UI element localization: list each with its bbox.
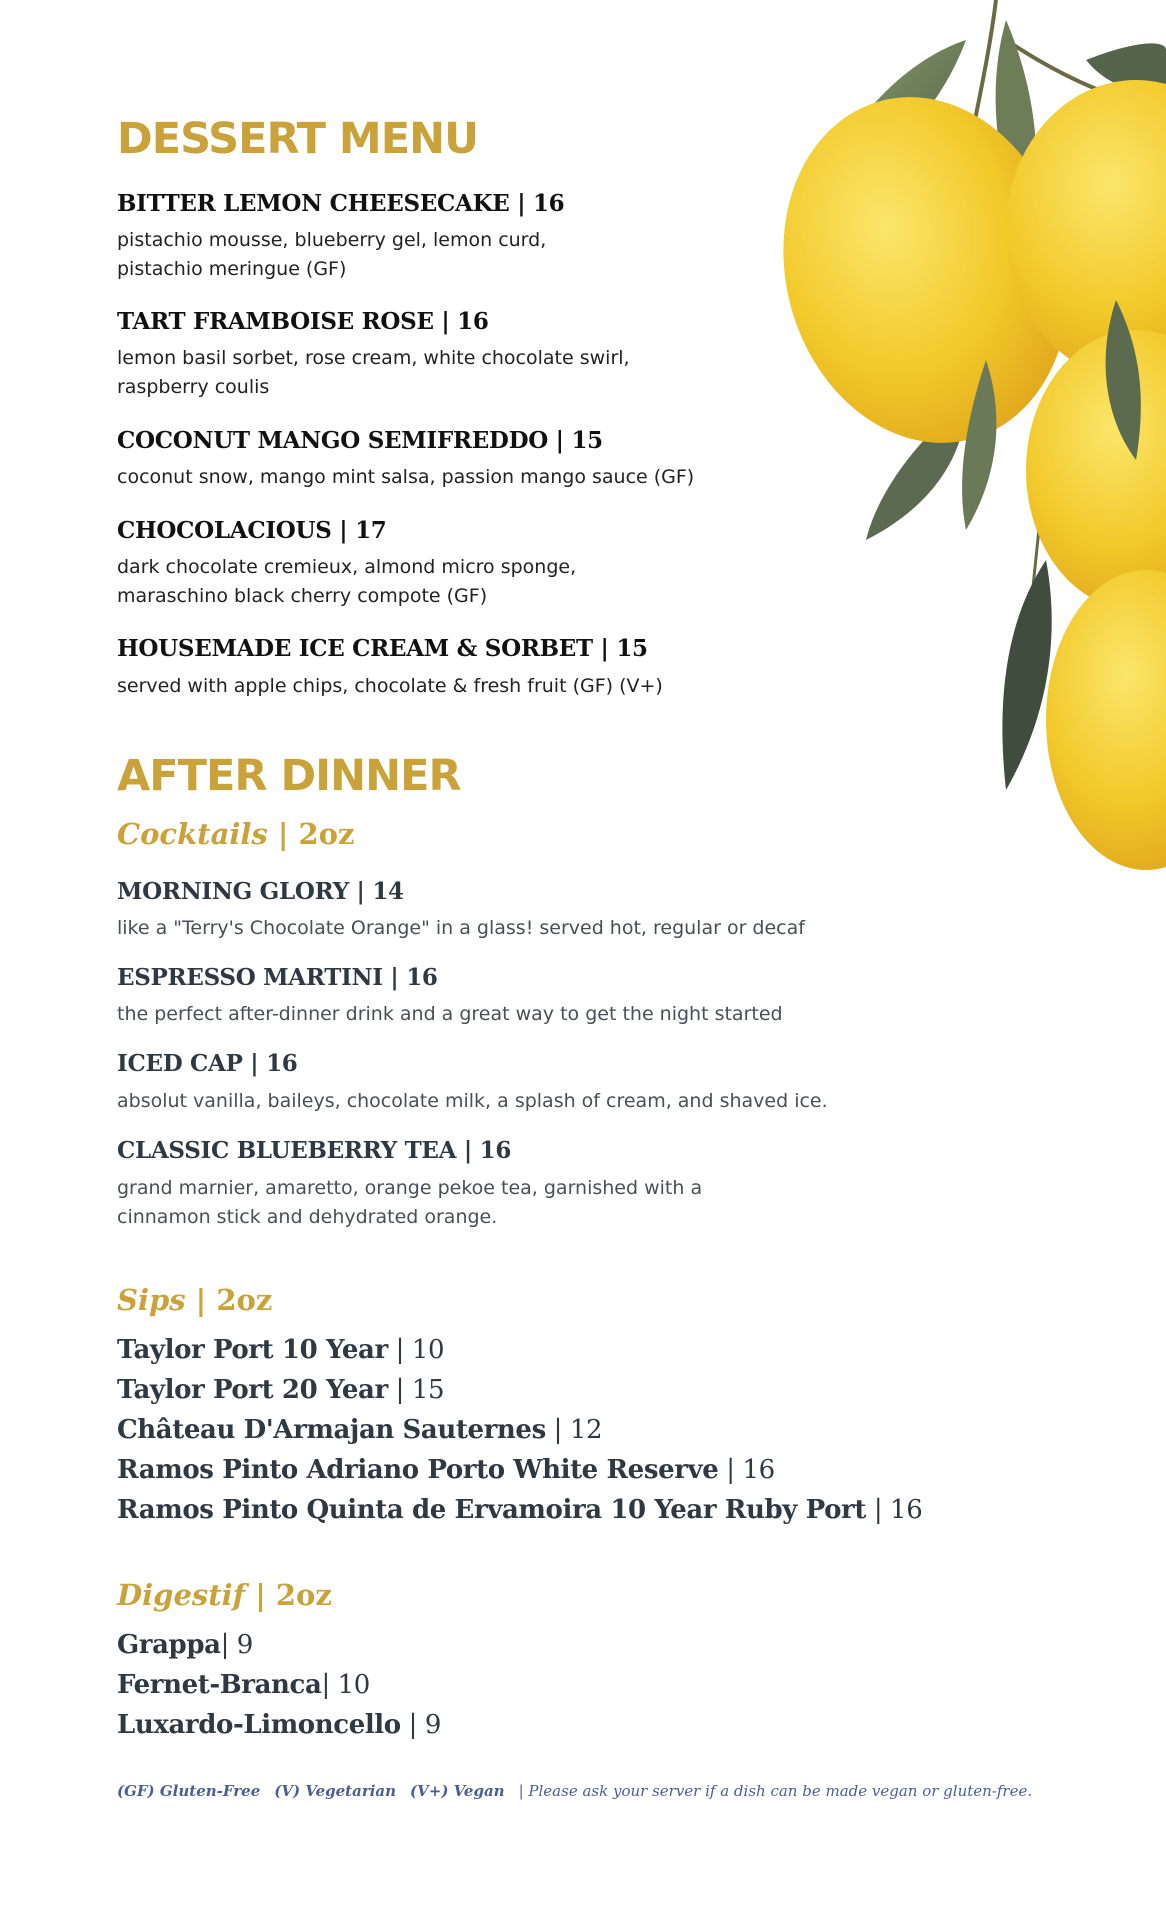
sip-name: Taylor Port 20 Year	[117, 1375, 388, 1405]
desc-line: like a "Terry's Chocolate Orange" in a glass! served hot, regular or decaf	[117, 917, 805, 939]
desc-line: pistachio meringue (GF)	[117, 258, 347, 280]
sip-price: | 16	[718, 1455, 775, 1485]
legend-vegan: (V+) Vegan	[410, 1782, 505, 1800]
sip-name: Ramos Pinto Quinta de Ervamoira 10 Year Ruby Port	[117, 1495, 866, 1525]
cocktail-item-desc	[117, 1174, 702, 1232]
cocktail-item-title: MORNING GLORY | 14	[117, 878, 404, 905]
dessert-item-desc	[117, 553, 576, 611]
desc-line: pistachio mousse, blueberry gel, lemon curd,	[117, 229, 547, 251]
sip-name: Ramos Pinto Adriano Porto White Reserve	[117, 1455, 719, 1485]
sip-name: Taylor Port 10 Year	[117, 1335, 388, 1365]
sip-price: | 12	[545, 1415, 603, 1445]
dessert-item-desc	[117, 463, 694, 492]
sip-price: | 15	[387, 1375, 445, 1405]
cocktail-item-title: ICED CAP | 16	[117, 1050, 298, 1077]
legend-note: | Please ask your server if a dish can be made vegan or gluten-free.	[518, 1782, 1033, 1800]
sip-item	[117, 1455, 775, 1485]
digestif-name: Grappa	[117, 1630, 221, 1660]
digestif-name: Fernet-Branca	[117, 1670, 322, 1700]
desc-line: dark chocolate cremieux, almond micro sponge,	[117, 556, 577, 578]
dessert-item-title: HOUSEMADE ICE CREAM & SORBET | 15	[117, 635, 648, 662]
desc-line: cinnamon stick and dehydrated orange.	[117, 1206, 498, 1228]
cocktails-size: | 2oz	[267, 817, 355, 851]
desc-line: absolut vanilla, baileys, chocolate milk, a splash of cream, and shaved ice.	[117, 1090, 828, 1112]
legend-v: (V) Vegetarian	[274, 1782, 397, 1800]
dessert-item-desc	[117, 226, 546, 284]
desc-line: coconut snow, mango mint salsa, passion mango sauce (GF)	[117, 466, 695, 488]
cocktails-label: Cocktails	[117, 817, 268, 851]
dietary-legend	[117, 1782, 1032, 1800]
cocktail-item-desc	[117, 914, 805, 943]
sip-item	[117, 1495, 922, 1525]
sip-price: | 16	[865, 1495, 923, 1525]
sip-name: Château D'Armajan Sauternes	[117, 1415, 546, 1445]
cocktail-item-title: ESPRESSO MARTINI | 16	[117, 964, 438, 991]
sip-item	[117, 1375, 444, 1405]
dessert-item-title: BITTER LEMON CHEESECAKE | 16	[117, 190, 565, 217]
digestif-price: | 10	[321, 1670, 370, 1700]
dessert-item-title: COCONUT MANGO SEMIFREDDO | 15	[117, 427, 603, 454]
desc-line: served with apple chips, chocolate & fresh fruit (GF) (V+)	[117, 675, 663, 697]
desc-line: grand marnier, amaretto, orange pekoe tea, garnished with a	[117, 1177, 703, 1199]
sip-item	[117, 1335, 444, 1365]
desc-line: the perfect after-dinner drink and a great way to get the night started	[117, 1003, 783, 1025]
lemon-branch-illustration	[666, 0, 1166, 880]
sips-subheading	[117, 1283, 272, 1317]
digestif-size: | 2oz	[245, 1578, 332, 1612]
cocktail-item-title: CLASSIC BLUEBERRY TEA | 16	[117, 1137, 512, 1164]
dessert-item-desc	[117, 672, 663, 701]
cocktails-subheading	[117, 817, 354, 851]
desc-line: maraschino black cherry compote (GF)	[117, 585, 488, 607]
dessert-item-desc	[117, 344, 630, 402]
desc-line: lemon basil sorbet, rose cream, white chocolate swirl,	[117, 347, 630, 369]
digestif-label: Digestif	[117, 1578, 246, 1612]
digestif-item	[117, 1630, 253, 1660]
legend-gf: (GF) Gluten-Free	[117, 1782, 261, 1800]
digestif-subheading	[117, 1578, 332, 1612]
digestif-item	[117, 1710, 441, 1740]
desc-line: raspberry coulis	[117, 376, 270, 398]
dessert-item-title: CHOCOLACIOUS | 17	[117, 517, 387, 544]
sip-item	[117, 1415, 602, 1445]
after-dinner-heading: AFTER DINNER	[117, 751, 461, 801]
cocktail-item-desc	[117, 1087, 828, 1116]
digestif-price: | 9	[220, 1630, 253, 1660]
dessert-item-title: TART FRAMBOISE ROSE | 16	[117, 308, 489, 335]
digestif-name: Luxardo-Limoncello	[117, 1710, 401, 1740]
sips-label: Sips	[117, 1283, 186, 1317]
cocktail-item-desc	[117, 1000, 783, 1029]
sips-size: | 2oz	[185, 1283, 273, 1317]
sip-price: | 10	[387, 1335, 445, 1365]
digestif-price: | 9	[400, 1710, 441, 1740]
digestif-item	[117, 1670, 370, 1700]
dessert-menu-heading: DESSERT MENU	[117, 114, 478, 164]
